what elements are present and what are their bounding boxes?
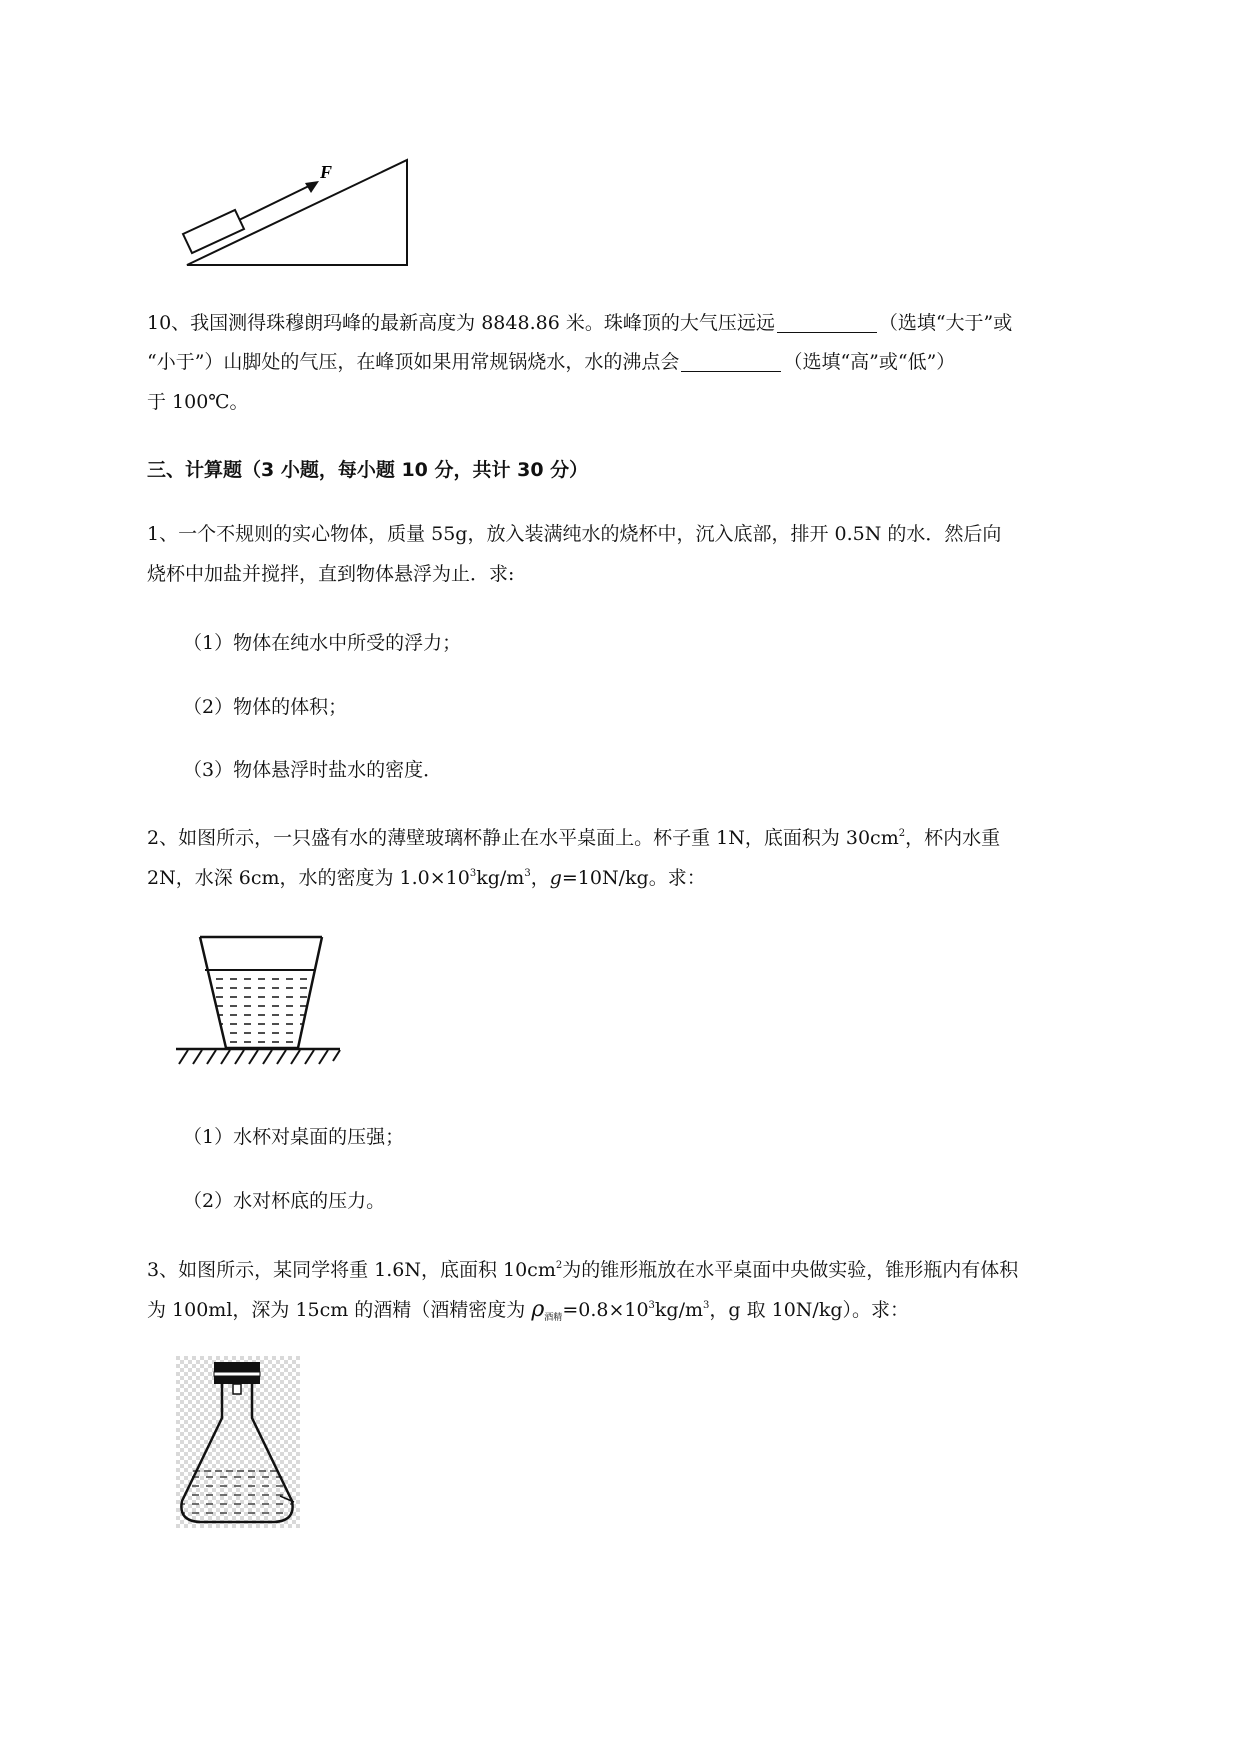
c1-line1: 1、一个不规则的实心物体，质量 55g，放入装满纯水的烧杯中，沉入底部，排开 0.5N 的水．然后向: [147, 523, 1002, 545]
incline-figure: [175, 150, 415, 270]
c2-sub2: （2）水对杯底的压力。: [183, 1190, 386, 1212]
c3-line1: 3、如图所示，某同学将重 1.6N，底面积 $10cm^2$为的锥形瓶放在水平桌面中央做实验，锥形瓶内有体积: [147, 1259, 1019, 1281]
section-heading: 三、计算题（3 小题，每小题 10 分，共计 30 分）: [147, 459, 589, 481]
c1-sub3: （3）物体悬浮时盐水的密度．: [183, 759, 443, 781]
force-arrow: [239, 184, 313, 220]
q10-line3: 于 100℃。: [147, 391, 249, 413]
stopper-top: [214, 1362, 260, 1372]
c1-sub1: （1）物体在纯水中所受的浮力；: [183, 632, 462, 654]
block: [183, 210, 244, 253]
cup-figure: [172, 930, 352, 1070]
stopper-tube: [233, 1384, 241, 1394]
c1-sub2: （2）物体的体积；: [183, 696, 348, 718]
flask-figure: [176, 1356, 300, 1528]
c2-line2: 2N，水深 6cm，水的密度为 $1.0\times 10^3kg/m^3$，g=10N/kg。求：: [147, 867, 706, 889]
alcohol: [181, 1471, 292, 1522]
c2-sub1: （1）水杯对桌面的压强；: [183, 1126, 405, 1148]
table-hatching: [179, 1050, 340, 1064]
answer-blank-2[interactable]: [681, 345, 781, 372]
q10-line1: 10、我国测得珠穆朗玛峰的最新高度为 8848.86 米。珠峰顶的大气压远远 （选填“大于”或: [147, 303, 1012, 343]
q10-line2: “小于”）山脚处的气压，在峰顶如果用常规锅烧水，水的沸点会 （选填“高”或“低”）: [147, 342, 955, 382]
c2-line1: 2、如图所示，一只盛有水的薄壁玻璃杯静止在水平桌面上。杯子重 1N，底面积为 $30cm^2$，杯内水重: [147, 827, 1001, 849]
incline-triangle: [187, 160, 407, 265]
stopper-band: [214, 1372, 260, 1376]
c1-line2: 烧杯中加盐并搅拌，直到物体悬浮为止．求:: [147, 563, 515, 585]
stopper-bottom: [214, 1376, 260, 1384]
force-label: F: [320, 162, 333, 182]
answer-blank-1[interactable]: [777, 306, 877, 333]
c3-line2: 为 100ml，深为 15cm 的酒精（酒精密度为 $\rho_{酒精}=0.8\times 10^3kg/m^3$，g 取 10N/kg）。求：: [147, 1297, 910, 1323]
